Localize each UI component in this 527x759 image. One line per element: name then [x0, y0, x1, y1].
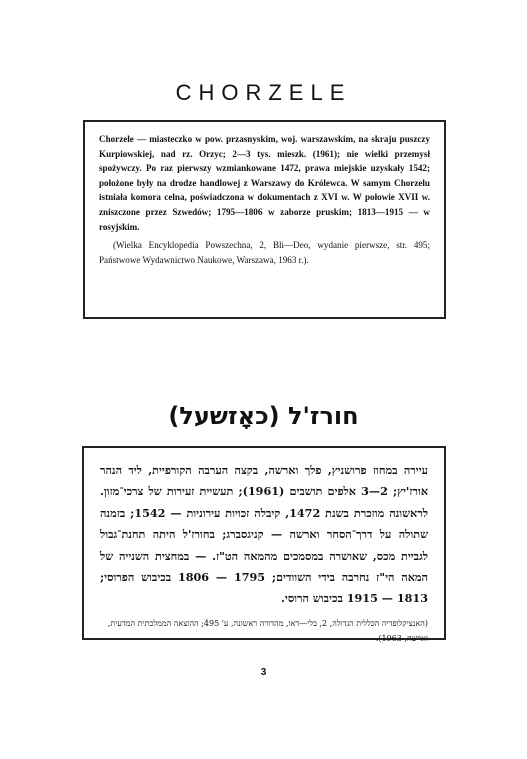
page-title-polish: CHORZELE [175, 80, 352, 105]
polish-entry-source: (Wielka Encyklopedia Powszechna, 2, Bli—Deo, wydanie pierwsze, str. 495; Państwowe Wydawnictwo Naukowe, Warszawa, 1963 r.). [99, 240, 430, 265]
yiddish-entry-box [82, 446, 446, 643]
page-number: 3 [260, 667, 267, 678]
yiddish-entry-source: (האנציקלופדיה הכללית הגדולה, 2, בלי—דאו, מהדורה ראשונה, ע' 495; ההוצאה הממלכתית המדעית, וארשה, 1963). [107, 618, 428, 643]
polish-entry-text: Chorzele — miasteczko w pow. przasnyskim, woj. warszawskim, na skraju puszczy Kurpiowskiej, nad rz. Orzyc; 2—3 tys. mieszk. (1961); nie wielki przemysł spożywczy. Po raz pierwszy wzmiankowane 1472, prawa miejskie uzyskały 1542; położone były na drodze handlowej z Warszawy do Królewca. W samym Chorzelu istniała komora celna, poświadczona w dokumentach z XVI w. W połowie XVII w. zniszczone przez Szwedów; 1795—1806 w zaborze pruskim; 1813—1915 — w rosyjskim. [99, 134, 430, 232]
yiddish-entry-text: עיירה במחוז פרושניץ, פלך וארשה, בקצה הערבה הקורפיית, ליד הנהר אורז'יץ; 2—3 אלפים תושבים (1961); תעשיית זעירות של צרכי־מזון. לראשונה מוזכרת בשנת 1472, קיבלה זכויות עירוניות — 1542; בזמנה שתולה על דרך־הסחר וארשה — קניגסברג; בחורז'ל היתה תחנת־גבול לגביית מכס, שאושרה במסמכים מהמאה הט"ז. — במחצית השנייה של המאה הי"ז נחרבה בידי השוודים; 1795 — 1806 בכיבוש הפרוסי; 1813 — 1915 בכיבוש הרוסי. [100, 463, 428, 606]
page-title-yiddish: חורז'ל (כאָזשעל) [168, 402, 359, 430]
polish-entry-box [83, 120, 446, 319]
